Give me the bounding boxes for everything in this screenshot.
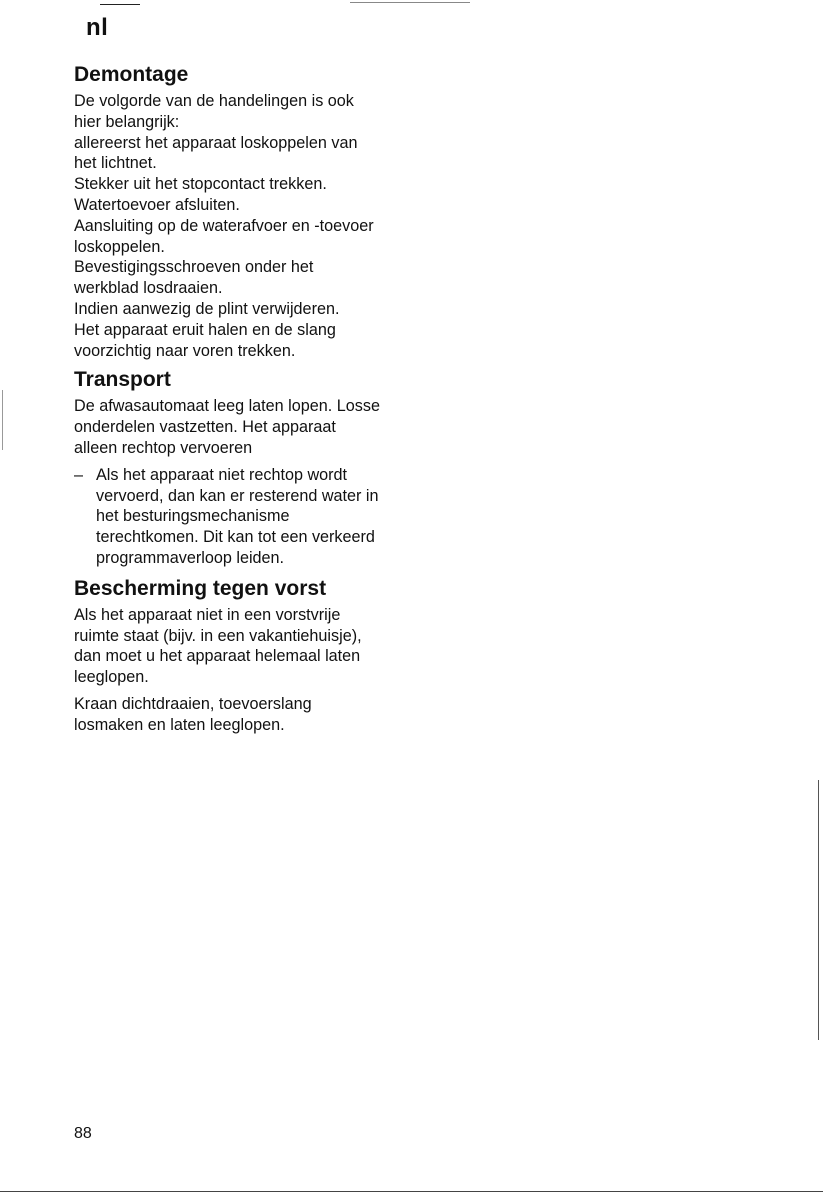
text-line: het lichtnet.: [74, 154, 157, 173]
left-edge-line: [2, 390, 3, 450]
text-line: ruimte staat (bijv. in een vakantiehuisje),: [74, 626, 362, 645]
text-line: programmaverloop leiden.: [96, 548, 285, 567]
text-line: Het apparaat eruit halen en de slang: [74, 320, 336, 339]
paragraph: [74, 694, 424, 736]
right-edge-line: [818, 780, 819, 1040]
text-line: loskoppelen.: [74, 237, 165, 256]
text-line: dan moet u het apparaat helemaal laten: [74, 647, 361, 666]
text-line: vervoerd, dan kan er resterend water in: [96, 486, 379, 505]
section-heading-transport: Transport: [74, 368, 171, 392]
dash-list-item: [74, 465, 424, 569]
section-heading-bescherming-tegen-vorst: Bescherming tegen vorst: [74, 576, 327, 600]
page-number: 88: [74, 1125, 92, 1142]
text-line: losmaken en laten leeglopen.: [74, 715, 285, 734]
text-line: Watertoevoer afsluiten.: [74, 195, 240, 214]
bottom-scan-line: [0, 1191, 823, 1192]
top-scan-line: [100, 4, 140, 5]
text-line: leeglopen.: [74, 668, 149, 687]
text-line: voorzichtig naar voren trekken.: [74, 341, 296, 360]
text-line: Als het apparaat niet rechtop wordt: [96, 465, 348, 484]
language-code: nl: [86, 14, 109, 41]
text-line: het besturingsmechanisme: [96, 507, 290, 526]
text-line: allereerst het apparaat loskoppelen van: [74, 133, 358, 152]
text-line: De volgorde van de handelingen is ook: [74, 92, 354, 110]
text-line: De afwasautomaat leeg laten lopen. Losse: [74, 397, 380, 416]
text-line: Bevestigingsschroeven onder het: [74, 258, 314, 277]
text-line: onderdelen vastzetten. Het apparaat: [74, 418, 336, 437]
text-line: hier belangrijk:: [74, 112, 180, 131]
main-column: [74, 62, 424, 736]
dash-marker: –: [74, 465, 84, 484]
text-line: alleen rechtop vervoeren: [74, 438, 253, 457]
top-scan-line-right: [350, 2, 470, 3]
text-line: terechtkomen. Dit kan tot een verkeerd: [96, 528, 375, 547]
text-line: Aansluiting op de waterafvoer en -toevoer: [74, 216, 374, 235]
text-line: werkblad losdraaien.: [74, 279, 223, 298]
text-line: Kraan dichtdraaien, toevoerslang: [74, 694, 312, 713]
text-line: Indien aanwezig de plint verwijderen.: [74, 299, 340, 318]
text-line: Als het apparaat niet in een vorstvrije: [74, 605, 341, 624]
section-heading-demontage: Demontage: [74, 63, 189, 86]
text-line: Stekker uit het stopcontact trekken.: [74, 175, 327, 194]
